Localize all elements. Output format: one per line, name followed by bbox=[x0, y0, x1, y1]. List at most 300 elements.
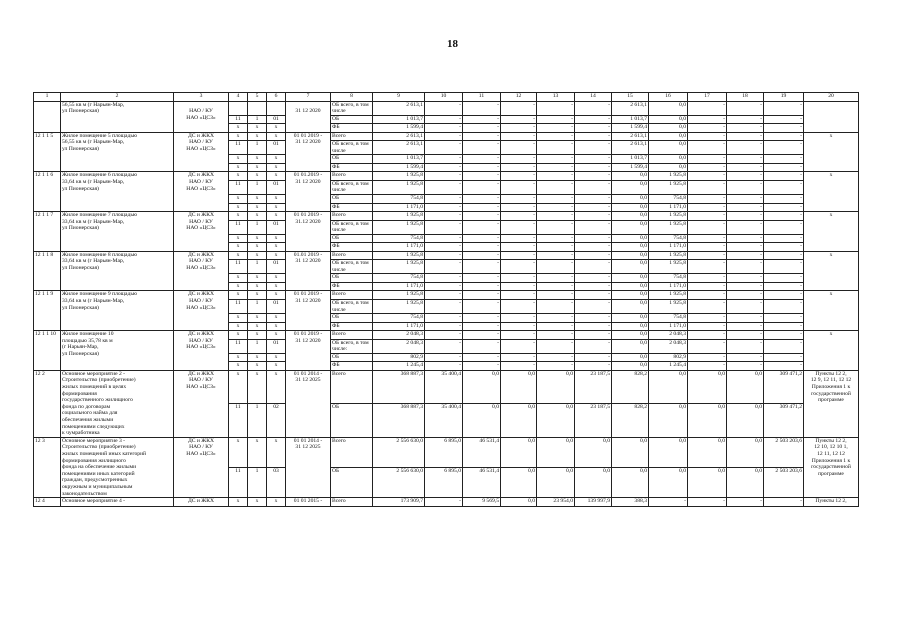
amount-cell: - bbox=[463, 234, 501, 243]
amount-cell: - bbox=[501, 172, 537, 181]
amount-cell: - bbox=[537, 234, 575, 243]
amount-cell: 0,0 bbox=[612, 243, 649, 252]
budget-code: x bbox=[267, 251, 286, 260]
amount-cell: 1 925,8 bbox=[373, 299, 425, 313]
amount-cell: 2 613,1 bbox=[373, 141, 425, 155]
amount-cell: - bbox=[537, 141, 575, 155]
amount-cell: 0,0 bbox=[575, 467, 612, 497]
amount-cell: 0,0 bbox=[612, 314, 649, 323]
amount-cell: 0,0 bbox=[537, 437, 575, 467]
table-row bbox=[34, 437, 859, 467]
amount-cell: - bbox=[501, 274, 537, 283]
budget-code: x bbox=[248, 124, 267, 133]
amount-cell: - bbox=[575, 180, 612, 194]
amount-cell: - bbox=[688, 132, 727, 141]
item-name: Основное мероприятие 4 - bbox=[61, 498, 174, 507]
implementation-period: 31 12 2020 bbox=[286, 101, 331, 132]
amount-cell: - bbox=[537, 212, 575, 221]
amount-cell: 0,0 bbox=[688, 467, 727, 497]
implementation-period: 01 01 2019 - 31.12 2020 bbox=[286, 212, 331, 252]
budget-code: 1 bbox=[248, 404, 267, 437]
amount-cell: - bbox=[425, 203, 463, 212]
budget-table bbox=[33, 92, 859, 507]
budget-code: x bbox=[229, 172, 248, 181]
amount-cell: - bbox=[425, 274, 463, 283]
amount-cell: - bbox=[501, 291, 537, 300]
budget-code: 1 bbox=[248, 115, 267, 124]
budget-code: x bbox=[248, 251, 267, 260]
amount-cell: - bbox=[575, 282, 612, 291]
budget-code: x bbox=[267, 498, 286, 507]
amount-cell: 0,0 bbox=[612, 339, 649, 353]
budget-code bbox=[267, 101, 286, 115]
item-number bbox=[34, 101, 61, 132]
column-number: 17 bbox=[688, 93, 727, 102]
amount-cell: 6 895,0 bbox=[425, 467, 463, 497]
amount-cell: - bbox=[764, 353, 804, 362]
amount-cell: - bbox=[727, 212, 764, 221]
budget-code: x bbox=[267, 314, 286, 323]
budget-code: x bbox=[267, 353, 286, 362]
budget-code: x bbox=[229, 203, 248, 212]
budget-code: x bbox=[248, 362, 267, 371]
budget-code: x bbox=[267, 370, 286, 403]
funding-source: ОБ всего, в том числе bbox=[331, 260, 373, 274]
funding-source: ОБ bbox=[331, 314, 373, 323]
implementation-period: 01 01 2019 - 31 12 2020 bbox=[286, 331, 331, 371]
amount-cell: - bbox=[501, 282, 537, 291]
column-number: 8 bbox=[331, 93, 373, 102]
funding-source: ФБ bbox=[331, 243, 373, 252]
amount-cell: 1 171,0 bbox=[649, 282, 688, 291]
amount-cell: 0,0 bbox=[612, 274, 649, 283]
column-number: 7 bbox=[286, 93, 331, 102]
budget-code: x bbox=[248, 274, 267, 283]
amount-cell: 1 013,7 bbox=[373, 115, 425, 124]
budget-code: 11 bbox=[229, 141, 248, 155]
amount-cell: - bbox=[575, 101, 612, 115]
amount-cell: 1 599,4 bbox=[373, 124, 425, 133]
budget-code: x bbox=[267, 132, 286, 141]
amount-cell: 2 556 630,0 bbox=[373, 437, 425, 467]
item-number: 12 1 1 9 bbox=[34, 291, 61, 331]
budget-code: x bbox=[248, 163, 267, 172]
budget-code: x bbox=[229, 251, 248, 260]
budget-code: x bbox=[267, 274, 286, 283]
amount-cell: 1 171,0 bbox=[373, 243, 425, 252]
amount-cell: - bbox=[501, 155, 537, 164]
amount-cell: - bbox=[575, 220, 612, 234]
implementation-period: 01 01 2015 - bbox=[286, 498, 331, 507]
amount-cell: 0,0 bbox=[688, 437, 727, 467]
budget-code: x bbox=[229, 353, 248, 362]
amount-cell: - bbox=[463, 115, 501, 124]
amount-cell: 754,8 bbox=[649, 274, 688, 283]
amount-cell: - bbox=[425, 101, 463, 115]
amount-cell: - bbox=[764, 220, 804, 234]
amount-cell: - bbox=[501, 362, 537, 371]
amount-cell: - bbox=[764, 234, 804, 243]
column-number: 10 bbox=[425, 93, 463, 102]
budget-code: 1 bbox=[248, 180, 267, 194]
table-row bbox=[34, 498, 859, 507]
amount-cell: - bbox=[764, 203, 804, 212]
amount-cell: 2 556 630,0 bbox=[373, 467, 425, 497]
amount-cell: - bbox=[575, 124, 612, 133]
amount-cell: 1 925,8 bbox=[649, 260, 688, 274]
amount-cell: - bbox=[575, 163, 612, 172]
amount-cell: - bbox=[727, 141, 764, 155]
amount-cell: - bbox=[688, 203, 727, 212]
amount-cell: - bbox=[575, 291, 612, 300]
amount-cell: - bbox=[501, 141, 537, 155]
budget-code bbox=[229, 101, 248, 115]
budget-code: x bbox=[248, 155, 267, 164]
amount-cell: 0,0 bbox=[612, 195, 649, 204]
implementation-period: 01 01 2019 - 31 12 2020 bbox=[286, 132, 331, 172]
amount-cell: 23 954,0 bbox=[537, 498, 575, 507]
budget-code: x bbox=[248, 282, 267, 291]
budget-code: x bbox=[267, 124, 286, 133]
amount-cell: 2 613,1 bbox=[373, 132, 425, 141]
amount-cell: - bbox=[463, 339, 501, 353]
amount-cell: - bbox=[463, 299, 501, 313]
amount-cell: 754,8 bbox=[649, 314, 688, 323]
funding-source: ОБ bbox=[331, 234, 373, 243]
amount-cell: 0,0 bbox=[727, 404, 764, 437]
amount-cell: - bbox=[501, 243, 537, 252]
budget-code: 11 bbox=[229, 339, 248, 353]
amount-cell: - bbox=[537, 101, 575, 115]
funding-source: ОБ bbox=[331, 274, 373, 283]
amount-cell: - bbox=[575, 234, 612, 243]
amount-cell: - bbox=[688, 251, 727, 260]
amount-cell: 0,0 bbox=[649, 155, 688, 164]
amount-cell: 828,2 bbox=[612, 404, 649, 437]
item-number: 12 1 1 5 bbox=[34, 132, 61, 172]
amount-cell: - bbox=[764, 260, 804, 274]
budget-code: x bbox=[267, 234, 286, 243]
amount-cell: - bbox=[764, 291, 804, 300]
amount-cell: - bbox=[727, 322, 764, 331]
column-number: 9 bbox=[373, 93, 425, 102]
amount-cell: 1 925,8 bbox=[649, 299, 688, 313]
item-number: 12 2 bbox=[34, 370, 61, 437]
funding-source: ОБ всего, в том числе bbox=[331, 220, 373, 234]
item-name: Основное мероприятие 3 - Строительство (приобретение) жилых помещений иных категорий формирования жилищного фонда на обеспечение жилыми помещениями иных категорий граждан, предусмотренных окружным и муниципальным законодательством bbox=[61, 437, 174, 497]
amount-cell: 1 171,0 bbox=[649, 322, 688, 331]
amount-cell: - bbox=[688, 339, 727, 353]
amount-cell: - bbox=[501, 180, 537, 194]
budget-code: x bbox=[267, 203, 286, 212]
budget-code: 11 bbox=[229, 467, 248, 497]
amount-cell: - bbox=[463, 353, 501, 362]
amount-cell: - bbox=[688, 331, 727, 340]
amount-cell: 0,0 bbox=[649, 115, 688, 124]
amount-cell: - bbox=[501, 314, 537, 323]
amount-cell: - bbox=[537, 251, 575, 260]
amount-cell: - bbox=[688, 115, 727, 124]
amount-cell: 0,0 bbox=[612, 220, 649, 234]
budget-code: 01 bbox=[267, 180, 286, 194]
column-number: 19 bbox=[764, 93, 804, 102]
amount-cell: - bbox=[463, 251, 501, 260]
item-number: 12 1 1 6 bbox=[34, 172, 61, 212]
amount-cell: 0,0 bbox=[612, 291, 649, 300]
amount-cell: - bbox=[575, 155, 612, 164]
amount-cell: - bbox=[575, 299, 612, 313]
budget-code: x bbox=[267, 362, 286, 371]
amount-cell: - bbox=[501, 163, 537, 172]
amount-cell: 0,0 bbox=[612, 353, 649, 362]
funding-source: ФБ bbox=[331, 203, 373, 212]
amount-cell: - bbox=[501, 115, 537, 124]
amount-cell: 368 887,3 bbox=[373, 404, 425, 437]
amount-cell: - bbox=[688, 243, 727, 252]
amount-cell: 1 171,0 bbox=[373, 203, 425, 212]
amount-cell: - bbox=[688, 282, 727, 291]
amount-cell: - bbox=[727, 251, 764, 260]
amount-cell: - bbox=[764, 339, 804, 353]
amount-cell: - bbox=[727, 353, 764, 362]
responsible-executor: ДС и ЖКХ НАО / КУ НАО «ЦСЗ» bbox=[174, 212, 229, 252]
column-number: 6 bbox=[267, 93, 286, 102]
budget-code: 11 bbox=[229, 404, 248, 437]
amount-cell: - bbox=[537, 299, 575, 313]
amount-cell: - bbox=[764, 282, 804, 291]
amount-cell: 0,0 bbox=[537, 370, 575, 403]
table-row bbox=[34, 331, 859, 340]
amount-cell: - bbox=[727, 203, 764, 212]
amount-cell: - bbox=[425, 243, 463, 252]
amount-cell: - bbox=[501, 203, 537, 212]
amount-cell: - bbox=[764, 163, 804, 172]
amount-cell: - bbox=[463, 282, 501, 291]
indicator-reference bbox=[804, 101, 859, 132]
budget-code: x bbox=[267, 437, 286, 467]
amount-cell: - bbox=[764, 115, 804, 124]
amount-cell: 0,0 bbox=[612, 299, 649, 313]
amount-cell: 2 503 203,6 bbox=[764, 437, 804, 467]
amount-cell: 1 013,7 bbox=[373, 155, 425, 164]
amount-cell: 1 925,8 bbox=[373, 172, 425, 181]
budget-code: x bbox=[229, 331, 248, 340]
amount-cell: 754,8 bbox=[373, 195, 425, 204]
indicator-reference: x bbox=[804, 331, 859, 371]
amount-cell: 0,0 bbox=[612, 467, 649, 497]
amount-cell: 1 599,4 bbox=[612, 163, 649, 172]
amount-cell: 0,0 bbox=[501, 370, 537, 403]
budget-code: x bbox=[267, 155, 286, 164]
funding-source: ОБ всего, в том числе bbox=[331, 141, 373, 155]
implementation-period: 01 01 2014 - 31 12 2025 bbox=[286, 437, 331, 497]
amount-cell: - bbox=[463, 180, 501, 194]
amount-cell: - bbox=[537, 115, 575, 124]
amount-cell: 0,0 bbox=[612, 362, 649, 371]
amount-cell: - bbox=[537, 362, 575, 371]
budget-code: x bbox=[229, 274, 248, 283]
amount-cell: 6 895,0 bbox=[425, 437, 463, 467]
amount-cell: - bbox=[537, 203, 575, 212]
funding-source: ФБ bbox=[331, 362, 373, 371]
amount-cell: - bbox=[575, 314, 612, 323]
amount-cell: 0,0 bbox=[612, 282, 649, 291]
responsible-executor: ДС и ЖКХ НАО / КУ НАО «ЦСЗ» bbox=[174, 291, 229, 331]
funding-source: ОБ bbox=[331, 404, 373, 437]
budget-code: x bbox=[229, 155, 248, 164]
amount-cell: - bbox=[463, 274, 501, 283]
amount-cell: 2 048,3 bbox=[373, 339, 425, 353]
amount-cell: - bbox=[764, 124, 804, 133]
budget-code: x bbox=[248, 132, 267, 141]
amount-cell: - bbox=[425, 124, 463, 133]
amount-cell: - bbox=[727, 132, 764, 141]
responsible-executor: ДС и ЖКХ НАО / КУ НАО «ЦСЗ» bbox=[174, 437, 229, 497]
responsible-executor: ДС и ЖКХ bbox=[174, 498, 229, 507]
budget-code: x bbox=[248, 234, 267, 243]
amount-cell: 0,0 bbox=[537, 404, 575, 437]
amount-cell: 1 925,8 bbox=[649, 251, 688, 260]
amount-cell: - bbox=[463, 141, 501, 155]
indicator-reference: x bbox=[804, 212, 859, 252]
amount-cell: 0,0 bbox=[501, 467, 537, 497]
amount-cell: 1 245,4 bbox=[373, 362, 425, 371]
amount-cell: - bbox=[463, 331, 501, 340]
amount-cell: - bbox=[764, 141, 804, 155]
budget-code: 02 bbox=[267, 404, 286, 437]
amount-cell: - bbox=[501, 339, 537, 353]
budget-code: 1 bbox=[248, 467, 267, 497]
amount-cell: - bbox=[425, 141, 463, 155]
amount-cell: - bbox=[688, 220, 727, 234]
column-number: 2 bbox=[61, 93, 174, 102]
funding-source: Всего bbox=[331, 331, 373, 340]
amount-cell: 0,0 bbox=[463, 404, 501, 437]
amount-cell: - bbox=[537, 274, 575, 283]
amount-cell: - bbox=[425, 172, 463, 181]
column-number: 12 bbox=[501, 93, 537, 102]
funding-source: Всего bbox=[331, 212, 373, 221]
amount-cell: - bbox=[688, 212, 727, 221]
budget-code: x bbox=[229, 163, 248, 172]
budget-code: x bbox=[267, 331, 286, 340]
budget-code: x bbox=[229, 124, 248, 133]
amount-cell: - bbox=[764, 322, 804, 331]
amount-cell: 309 471,2 bbox=[764, 370, 804, 403]
column-number: 4 bbox=[229, 93, 248, 102]
amount-cell: - bbox=[537, 282, 575, 291]
responsible-executor: ДС и ЖКХ НАО / КУ НАО «ЦСЗ» bbox=[174, 251, 229, 291]
amount-cell: - bbox=[425, 180, 463, 194]
budget-code: x bbox=[248, 243, 267, 252]
amount-cell: - bbox=[463, 243, 501, 252]
amount-cell: - bbox=[425, 362, 463, 371]
amount-cell: - bbox=[727, 115, 764, 124]
amount-cell: - bbox=[575, 331, 612, 340]
funding-source: ОБ bbox=[331, 195, 373, 204]
amount-cell: - bbox=[425, 251, 463, 260]
item-name: 56,55 кв м (г Нарьян-Мар, ул Пионерская) bbox=[61, 101, 174, 132]
amount-cell: - bbox=[463, 212, 501, 221]
amount-cell: - bbox=[537, 195, 575, 204]
responsible-executor: ДС и ЖКХ НАО / КУ НАО «ЦСЗ» bbox=[174, 172, 229, 212]
funding-source: Всего bbox=[331, 291, 373, 300]
amount-cell: - bbox=[688, 260, 727, 274]
amount-cell: - bbox=[727, 498, 764, 507]
table-row bbox=[34, 132, 859, 141]
amount-cell: - bbox=[688, 172, 727, 181]
amount-cell: - bbox=[688, 322, 727, 331]
amount-cell: 173 909,7 bbox=[373, 498, 425, 507]
amount-cell: 1 925,8 bbox=[373, 212, 425, 221]
amount-cell: - bbox=[727, 195, 764, 204]
budget-code: 01 bbox=[267, 115, 286, 124]
amount-cell: 0,0 bbox=[612, 322, 649, 331]
amount-cell: - bbox=[727, 180, 764, 194]
amount-cell: 1 925,8 bbox=[649, 172, 688, 181]
amount-cell: 35 400,4 bbox=[425, 370, 463, 403]
budget-code: 11 bbox=[229, 260, 248, 274]
column-number: 13 bbox=[537, 93, 575, 102]
indicator-reference: Пункты 12 2, bbox=[804, 498, 859, 507]
amount-cell: - bbox=[764, 498, 804, 507]
amount-cell: - bbox=[463, 163, 501, 172]
amount-cell: - bbox=[688, 163, 727, 172]
amount-cell: - bbox=[501, 322, 537, 331]
amount-cell: - bbox=[575, 203, 612, 212]
budget-code: x bbox=[229, 234, 248, 243]
amount-cell: - bbox=[463, 101, 501, 115]
amount-cell: - bbox=[463, 322, 501, 331]
amount-cell: - bbox=[575, 251, 612, 260]
column-number: 15 bbox=[612, 93, 649, 102]
table-row bbox=[34, 101, 859, 115]
amount-cell: - bbox=[537, 291, 575, 300]
amount-cell: - bbox=[501, 234, 537, 243]
amount-cell: - bbox=[688, 101, 727, 115]
amount-cell: - bbox=[537, 180, 575, 194]
amount-cell: 802,9 bbox=[649, 353, 688, 362]
amount-cell: - bbox=[425, 234, 463, 243]
amount-cell: - bbox=[537, 220, 575, 234]
amount-cell: - bbox=[688, 362, 727, 371]
amount-cell: - bbox=[463, 203, 501, 212]
funding-source: ФБ bbox=[331, 282, 373, 291]
funding-source: ОБ bbox=[331, 467, 373, 497]
budget-code bbox=[248, 101, 267, 115]
amount-cell: - bbox=[727, 339, 764, 353]
table-row bbox=[34, 212, 859, 221]
amount-cell: - bbox=[764, 195, 804, 204]
amount-cell: - bbox=[727, 234, 764, 243]
budget-code: x bbox=[229, 362, 248, 371]
amount-cell: - bbox=[425, 322, 463, 331]
amount-cell: - bbox=[501, 299, 537, 313]
amount-cell: - bbox=[688, 299, 727, 313]
amount-cell: - bbox=[764, 314, 804, 323]
budget-code: 1 bbox=[248, 339, 267, 353]
funding-source: ОБ bbox=[331, 115, 373, 124]
amount-cell: 1 599,4 bbox=[612, 124, 649, 133]
amount-cell: - bbox=[463, 172, 501, 181]
amount-cell: 2 048,3 bbox=[649, 339, 688, 353]
amount-cell: - bbox=[501, 195, 537, 204]
amount-cell: - bbox=[463, 195, 501, 204]
amount-cell: - bbox=[575, 172, 612, 181]
item-number: 12 3 bbox=[34, 437, 61, 497]
implementation-period: 01 01.2019 - 31 12 2020 bbox=[286, 172, 331, 212]
amount-cell: 46 531,4 bbox=[463, 467, 501, 497]
